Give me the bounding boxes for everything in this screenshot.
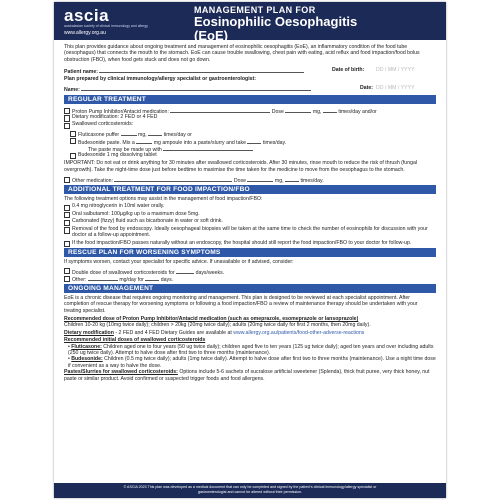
budesonide-paste-label-b: mg ampoule into a paste/slurry and take bbox=[153, 139, 246, 146]
budesonide-paste-option[interactable] bbox=[64, 137, 436, 145]
header-banner bbox=[54, 2, 446, 43]
budesonide-ampoule-field[interactable] bbox=[136, 137, 152, 144]
other-times-field[interactable] bbox=[285, 175, 299, 182]
footer-line-1: © ASCIA 2023 This plan was developed as a medical document that can only be completed and signed by the patient's clinical immunology/allergy specialist or bbox=[123, 485, 377, 489]
diet-guides-link[interactable]: www.allergy.org.au/patients/food-other-adverse-reactions bbox=[233, 329, 365, 336]
budesonide-dose-text: Children (0.5 mg twice daily); adults (1mg twice daily). Attempt to halve dose after first two to three months (maintenance). Use a night time dose if convenient as a way to halve the dose. bbox=[68, 356, 436, 369]
patient-name-label: Patient name: bbox=[64, 69, 99, 76]
logo-text: ascia bbox=[64, 6, 110, 25]
additional-label-5: If the food impaction/FBO passes naturally without an endoscopy, the hospital should still report the food impaction/FBO to your doctor for follow-up. bbox=[72, 239, 412, 246]
important-note: IMPORTANT: Do not eat or drink anything for 30 minutes after swallowed corticosteroids. After 30 minutes, rinse mouth to reduce the risk of thrush (fungal overgrowth). Take the night-time dose just before bedtime to maximise the time taken for the medicine to move from the oesophagus to the stomach. bbox=[64, 160, 418, 173]
additional-item-5[interactable] bbox=[64, 240, 436, 246]
plan-date-label: Date: bbox=[360, 85, 373, 92]
fluticasone-dose-block: • Fluticasone: Children aged one to four years (50 ug twice daily); children aged five to ten years (125 ug twice daily); aged ten years and over including adults (250 ug twice daily). Attempt to halve dose after first two to three months (maintenance). bbox=[68, 343, 434, 357]
ppi-times-label: times/day and/or bbox=[338, 109, 377, 116]
fluticasone-dose-text: Children aged one to four years (50 ug twice daily); children aged five to ten years (125 ug twice daily); aged ten years and over including adults (250 ug twice daily). Attempt to halve dose after first two to three months (maintenance). bbox=[68, 343, 434, 357]
logo-url: www.allergy.org.au bbox=[64, 30, 106, 36]
rescue-plan-heading: RESCUE PLAN FOR WORSENING SYMPTOMS bbox=[64, 248, 436, 257]
ppi-times-field[interactable] bbox=[323, 106, 337, 113]
additional-label-3: Carbonated (fizzy) fluid such as bicarbonate in water or soft drink. bbox=[72, 218, 223, 225]
preparer-name-field[interactable] bbox=[81, 84, 311, 91]
other-mg-label: mg, bbox=[274, 178, 284, 185]
additional-item-1[interactable] bbox=[64, 203, 436, 211]
fluticasone-times-field[interactable] bbox=[148, 129, 162, 136]
additional-treatment-heading: ADDITIONAL TREATMENT FOR FOOD IMPACTION/FBO bbox=[64, 185, 436, 194]
fluticasone-option[interactable] bbox=[64, 129, 436, 137]
other-dose-label: Dose bbox=[233, 178, 246, 185]
paste-text: Options include 5-6 sachets of sucralose artificial sweetener (Splenda), thick fruit puree, very thick honey, nut paste or similar product. Avoid confirmed or suspected trigger foods and food allergens. bbox=[64, 369, 430, 382]
fluticasone-label: Fluticasone puffer bbox=[78, 132, 120, 138]
swallowed-label: Swallowed corticosteroids: bbox=[72, 121, 134, 128]
budesonide-dose-block: • Budesonide: Children (0.5 mg twice daily); adults (1mg twice daily). Attempt to halve dose after first two to three months (maintenance). Use a night time dose if convenient as a way to halve the dose. bbox=[68, 356, 436, 369]
rescue-days-field[interactable] bbox=[145, 274, 159, 281]
additional-label-4: Removal of the food by endoscopy. Ideally oesophageal biopsies will be taken at the same time to check the number of eosinophils for discussion with your doctor at a follow-up appointment. bbox=[72, 225, 428, 239]
diet-label: Dietary modification: 2 FED or 4 FED bbox=[72, 113, 158, 120]
budesonide-paste-label-a: Budesonide paste. Mix a bbox=[78, 139, 135, 146]
additional-item-3[interactable] bbox=[64, 218, 436, 226]
ppi-dose-label: Dose bbox=[271, 109, 284, 116]
rescue-other-field[interactable] bbox=[88, 274, 118, 281]
rescue-intro: If symptoms worsen, contact your specialist for specific advice. If unavailable or if advised, consider: bbox=[64, 259, 294, 266]
fluticasone-dose-field[interactable] bbox=[121, 129, 137, 136]
budesonide-paste-label-c: times/day. bbox=[262, 139, 287, 146]
other-times-label: times/day. bbox=[300, 178, 324, 185]
budesonide-tablet-checkbox[interactable] bbox=[70, 153, 76, 159]
intro-text: This plan provides guidance about ongoing treatment and management of eosinophilic oesophagitis (EoE), an inflammatory condition of the food tube (oesophagus) that connects the mouth to the stomach. EoE can cause trouble swallowing, chest pain with eating, acid reflux and food impaction/food bolus obstruction (FBO), when food gets stuck and does not go down. bbox=[64, 44, 420, 63]
budesonide-tablet-label: Budesonide 1 mg dissolving tablet bbox=[78, 151, 157, 158]
footer bbox=[54, 483, 446, 498]
title-abbr: (EoE) bbox=[194, 28, 228, 43]
rescue-mg-label: mg/day for bbox=[119, 277, 144, 284]
title-block bbox=[194, 5, 444, 43]
prepared-by-label: Plan prepared by clinical immunology/allergy specialist or gastroenterologist: bbox=[64, 76, 256, 83]
title-top: MANAGEMENT PLAN FOR bbox=[194, 5, 316, 15]
fluticasone-mg-label: mg, bbox=[138, 132, 147, 138]
double-dose-label: Double dose of swallowed corticosteroids for bbox=[72, 269, 175, 276]
management-plan-page bbox=[54, 2, 446, 498]
other-medication-field[interactable] bbox=[114, 175, 232, 182]
budesonide-tablet-option[interactable] bbox=[64, 152, 436, 160]
other-dose-field[interactable] bbox=[247, 175, 273, 182]
other-medication-option[interactable] bbox=[64, 175, 436, 183]
logo-subtitle: australasian society of clinical immunology and allergy bbox=[64, 24, 149, 28]
ppi-option[interactable] bbox=[64, 106, 436, 114]
rescue-other-checkbox[interactable] bbox=[64, 276, 70, 282]
ppi-medication-field[interactable] bbox=[170, 106, 270, 113]
ascia-logo bbox=[64, 6, 184, 38]
ppi-dose-text: Children 10-20 kg (10mg twice daily); children > 20kg (20mg twice daily); adults (20mg twice daily for first 2 months, then 20mg daily). bbox=[64, 322, 371, 329]
footer-line-2: gastroenterologist and cannot be altered without their permission. bbox=[197, 489, 303, 494]
other-medication-checkbox[interactable] bbox=[64, 177, 70, 183]
preparer-name-label: Name: bbox=[64, 87, 80, 94]
additional-item-4[interactable] bbox=[64, 226, 436, 239]
swallowed-option[interactable] bbox=[64, 121, 436, 129]
ppi-dose-heading: Recommended dose of Proton Pump Inhibitor/Antacid medication (such as omeprazole, esomeprazole or lansoprazole) bbox=[64, 316, 359, 322]
budesonide-times-field[interactable] bbox=[247, 137, 261, 144]
diet-heading: Dietary modification bbox=[64, 329, 114, 336]
paste-made-field[interactable] bbox=[163, 144, 253, 151]
additional-checkbox-4[interactable] bbox=[64, 227, 70, 233]
additional-item-2[interactable] bbox=[64, 211, 436, 219]
patient-name-row bbox=[64, 66, 436, 75]
regular-treatment-heading: REGULAR TREATMENT bbox=[64, 95, 436, 104]
dob-label: Date of birth: bbox=[332, 67, 365, 74]
title-main: Eosinophilic Oesophagitis bbox=[194, 14, 358, 29]
paste-block bbox=[64, 369, 436, 382]
double-dose-duration-field[interactable] bbox=[176, 267, 194, 274]
ongoing-paragraph: EoE is a chronic disease that requires ongoing monitoring and management. This plan is designed to be reviewed at each specialist appointment. After completion of rescue therapy for worsening symptoms or following a food impaction/FBO a review of maintenance therapy should be undertaken with your treating specialist. bbox=[64, 294, 418, 314]
ppi-dose-field[interactable] bbox=[285, 106, 311, 113]
ongoing-management-heading: ONGOING MANAGEMENT bbox=[64, 284, 436, 293]
additional-label-2: Oral salbutamol: 100µg/kg up to a maximum dose 5mg. bbox=[72, 210, 200, 217]
prepared-by-row bbox=[64, 75, 436, 84]
diet-option[interactable] bbox=[64, 114, 436, 122]
fluticasone-dose-label: Fluticasone: bbox=[71, 343, 102, 350]
paste-made-row bbox=[64, 144, 436, 152]
additional-checkbox-5[interactable] bbox=[64, 241, 70, 247]
other-medication-label: Other medication: bbox=[72, 178, 113, 185]
dob-field[interactable]: DD / MM / YYYY bbox=[376, 67, 415, 74]
steroid-heading: Recommended initial doses of swallowed corticosteroids bbox=[64, 337, 206, 344]
double-dose-unit: days/weeks. bbox=[195, 269, 225, 276]
rescue-days-label: days. bbox=[160, 277, 174, 284]
fluticasone-times-label: times/day or bbox=[163, 132, 192, 138]
plan-content bbox=[64, 44, 436, 382]
patient-name-field[interactable] bbox=[99, 66, 304, 73]
ppi-dose-block bbox=[64, 316, 436, 329]
ppi-mg-label: mg, bbox=[312, 109, 322, 116]
additional-label-1: 0.4 mg nitroglycerin in 10ml water orally. bbox=[72, 203, 165, 210]
diet-block bbox=[64, 330, 436, 336]
additional-intro: The following treatment options may assist in the management of food impaction/FBO: bbox=[64, 195, 263, 202]
budesonide-dose-label: Budesonide: bbox=[71, 356, 103, 363]
plan-date-field[interactable]: DD / MM / YYYY bbox=[376, 85, 415, 92]
prepared-name-row bbox=[64, 84, 436, 93]
paste-heading: Pastes/Slurries for swallowed corticosteroids: bbox=[64, 369, 178, 376]
rescue-other-label: Other: bbox=[72, 277, 87, 284]
paste-made-label: The paste may be made up with bbox=[88, 147, 162, 154]
double-dose-option[interactable] bbox=[64, 267, 436, 275]
rescue-other-option[interactable] bbox=[64, 274, 436, 282]
diet-text: - 2 FED and 4 FED Dietary Guides are available at bbox=[115, 329, 232, 336]
ppi-label: Proton Pump Inhibitor/Antacid medication: bbox=[72, 109, 169, 116]
